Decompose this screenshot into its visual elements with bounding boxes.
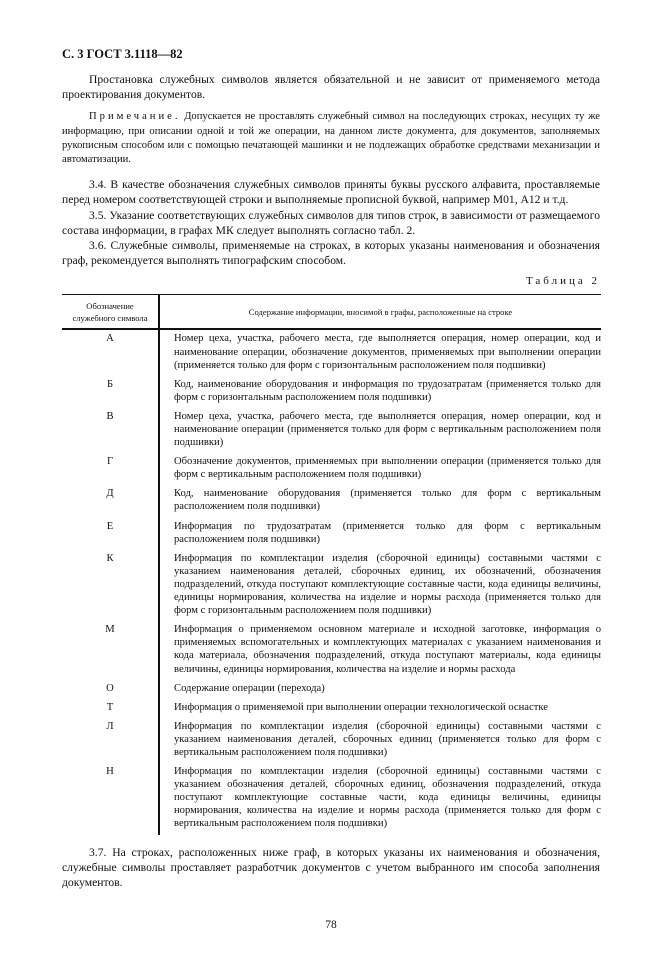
paragraph-3-5: 3.5. Указание соответствующих служебных символов для типов строк, в зависимости от размещаемого состава информации, в графах МК следует выполнять согласно табл. 2. <box>62 208 600 237</box>
table-row <box>62 680 601 699</box>
paragraph-3-7: 3.7. На строках, расположенных ниже граф, в которых указаны их наименования и обозначения, служебные символы проставляет разработчик документов с учетом выбранного им способа заполнения документов. <box>62 845 600 889</box>
table-caption: Таблица 2 <box>525 275 600 288</box>
content-cell: Номер цеха, участка, рабочего места, где выполняется операция, номер операции, код и наименование операции (применяется только для форм с вертикальным расположением поля подшивки) <box>174 410 601 449</box>
symbol-cell: М <box>62 621 159 679</box>
symbol-cell: О <box>62 680 159 699</box>
symbol-cell: Д <box>62 485 159 517</box>
paragraph-intro: Простановка служебных символов является обязательной и не зависит от применяемого метода проектирования документов. <box>62 73 600 102</box>
symbol-cell: Н <box>62 763 159 834</box>
content-cell: Информация по комплектации изделия (сборочной единицы) составными частями с указанием обозначения деталей, сборочных единиц, обозначения подразделений, откуда поступают комплектующие составные части, кода единицы величины, единицы нормирования, количества на изделие и нормы расхода (применяется только для форм с вертикальным расположением поля подшивки) <box>174 766 601 830</box>
symbol-cell: Б <box>62 376 159 408</box>
table-row <box>62 485 601 517</box>
content-cell: Номер цеха, участка, рабочего места, где выполняется операция, номер операции, код и наименование операции, обозначение документов, применяемых при выполнении операции (применяется только для форм с горизонтальным расположением поля подшивки) <box>174 333 601 371</box>
content-cell: Информация по трудозатратам (применяется только для форм с вертикальным расположением поля подшивки) <box>174 520 601 545</box>
symbol-cell: Т <box>62 699 159 718</box>
page-header: С. 3 ГОСТ 3.1118—82 <box>62 47 183 61</box>
content-cell: Информация о применяемой при выполнении операции технологической оснастке <box>174 701 548 713</box>
note-paragraph <box>62 110 600 167</box>
symbol-cell: Г <box>62 453 159 485</box>
table-row <box>62 621 601 679</box>
column-header-symbol: Обозначение служебного символа <box>62 295 159 330</box>
paragraph-3-6: 3.6. Служебные символы, применяемые на строках, в которых указаны наименования и обозначения граф, рекомендуется выполнять типографским способом. <box>62 239 600 268</box>
content-cell: Информация о применяемом основном материале и исходной заготовке, информация о применяемых вспомогательных и комплектующих материалах с указанием наименования и кода материала, обозначения подразделений, откуда поступают материалы, кода единицы величины, единицы нормирования, количества на изделие и нормы расхода <box>174 624 601 675</box>
content-cell: Информация по комплектации изделия (сборочной единицы) составными частями с указанием наименования деталей, сборочных единиц, их обозначений, обозначения подразделений, откуда поступают комплектующие составные части, кода единицы величины, единицы нормирования, количества на изделие и нормы расхода (применяется только для форм с горизонтальным расположением поля подшивки) <box>174 552 601 617</box>
content-cell: Код, наименование оборудования (применяется только для форм с вертикальным расположением поля подшивки) <box>174 488 601 513</box>
content-cell: Обозначение документов, применяемых при выполнении операции (применяется только для форм с вертикальным расположением поля подшивки) <box>174 456 601 481</box>
content-cell: Содержание операции (перехода) <box>174 682 325 694</box>
note-label: Примечание. <box>89 111 181 123</box>
column-header-content: Содержание информации, вносимой в графы, расположенные на строке <box>159 295 601 330</box>
table-row <box>62 376 601 408</box>
symbol-cell: К <box>62 550 159 621</box>
symbols-table <box>62 294 601 834</box>
table-row <box>62 763 601 834</box>
symbol-cell: Л <box>62 718 159 763</box>
symbol-cell: Е <box>62 518 159 550</box>
symbol-cell: В <box>62 408 159 453</box>
table-row <box>62 718 601 763</box>
content-cell: Информация по комплектации изделия (сборочной единицы) составными частями с указанием наименования деталей, сборочных единиц (применяется только для форм с вертикальным расположением поля подшивки) <box>174 720 601 758</box>
table-row <box>62 550 601 621</box>
note-text: Допускается не проставлять служебный символ на последующих строках, несущих ту же информацию, при описании одной и той же операции, на данном листе документа, для документов, заполняемых рукописным способом или с помощью печатающей машинки и не подлежащих обработке средствами механизации и автоматизации. <box>62 111 600 166</box>
table-row <box>62 329 601 375</box>
paragraph-3-4: 3.4. В качестве обозначения служебных символов приняты буквы русского алфавита, проставляемые перед номером соответствующей строки и выполняемые прописной буквой, например М01, А12 и т.д. <box>62 178 600 207</box>
table-row <box>62 453 601 485</box>
page-number: 78 <box>325 919 337 932</box>
content-cell: Код, наименование оборудования и информация по трудозатратам (применяется только для форм с горизонтальным расположением поля подшивки) <box>174 378 601 403</box>
table-row <box>62 408 601 453</box>
table-row <box>62 699 601 718</box>
symbol-cell: А <box>62 329 159 375</box>
table-row <box>62 518 601 550</box>
